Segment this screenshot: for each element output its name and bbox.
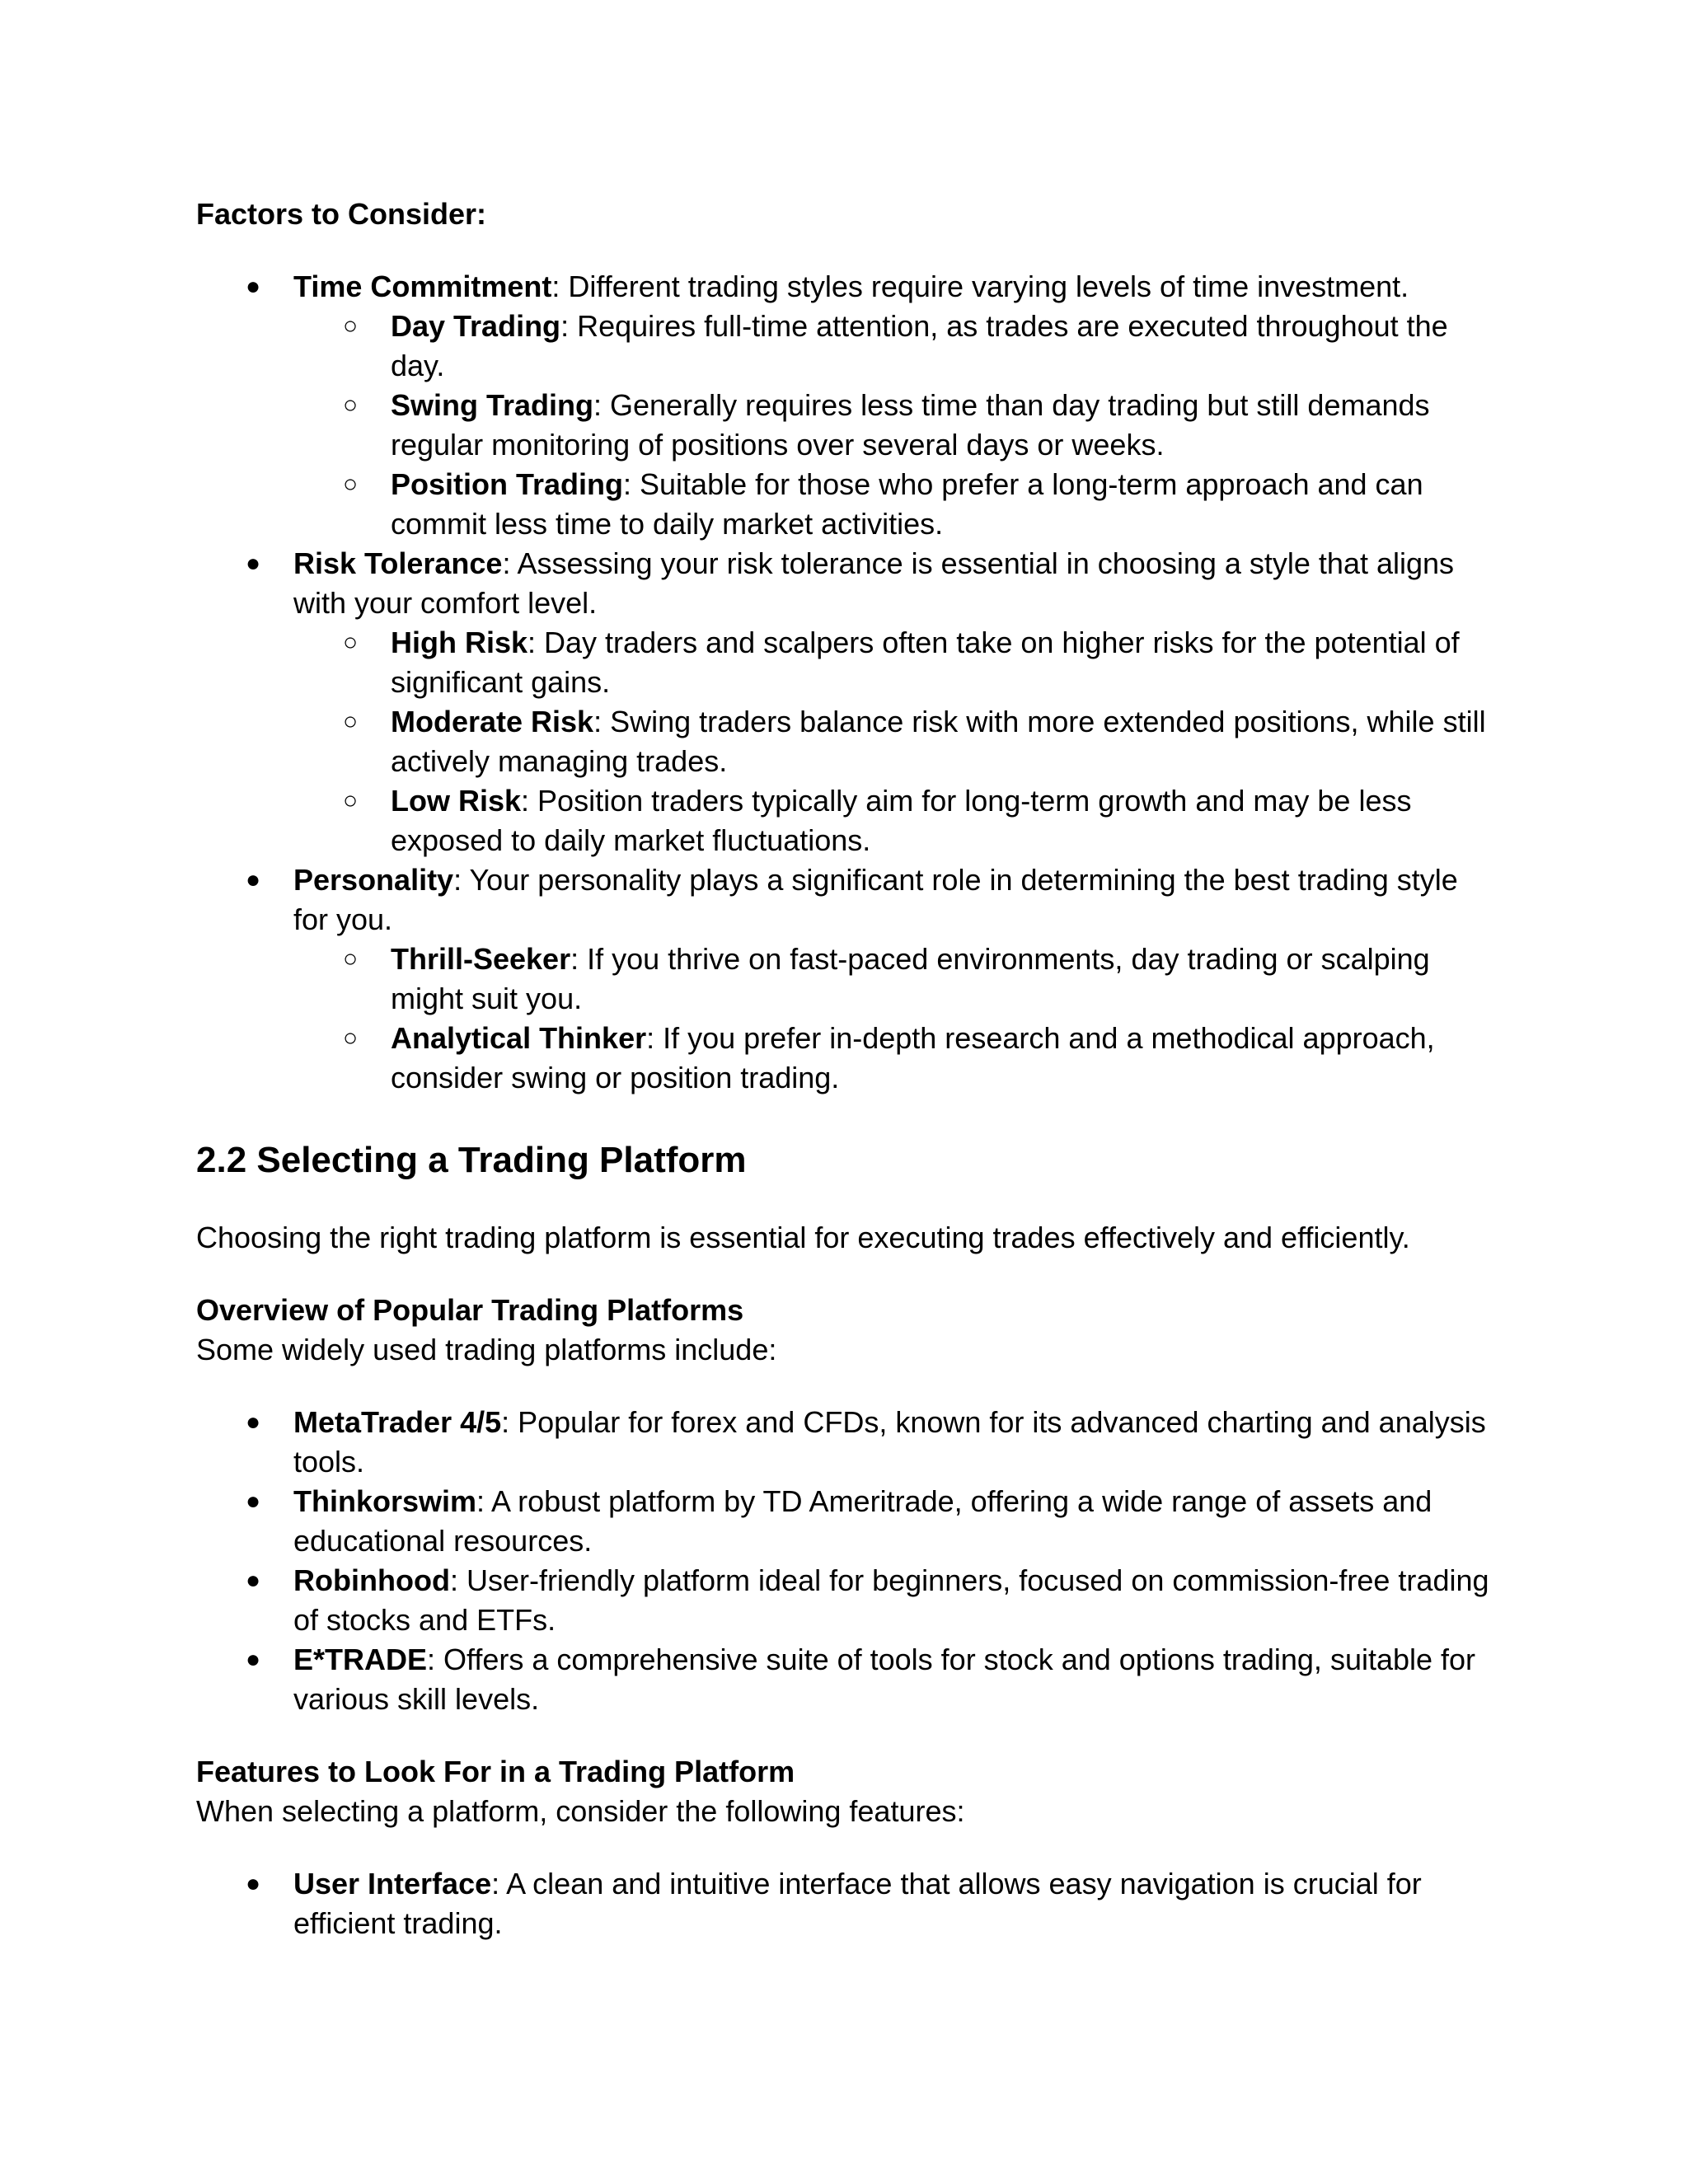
- overview-heading: Overview of Popular Trading Platforms: [196, 1293, 744, 1327]
- item-term: Moderate Risk: [391, 705, 594, 738]
- item-desc: : User-friendly platform ideal for beginners, focused on commission-free trading of stocks and ETFs.: [293, 1563, 1489, 1637]
- item-desc: : A clean and intuitive interface that allows easy navigation is crucial for efficient trading.: [293, 1867, 1422, 1940]
- item-term: Time Commitment: [293, 269, 552, 303]
- bullet-icon: ●: [246, 550, 261, 577]
- item-term: Day Trading: [391, 309, 561, 343]
- list-item-thinkorswim: [196, 1482, 1498, 1561]
- features-list: [196, 1864, 1498, 1943]
- list-item-moderate-risk: [293, 702, 1498, 781]
- item-desc: : Assessing your risk tolerance is essential in choosing a style that aligns with your comfort level.: [293, 546, 1455, 620]
- circle-bullet-icon: ○: [343, 391, 359, 419]
- list-item-low-risk: [293, 781, 1498, 860]
- personality-sublist: [293, 940, 1498, 1098]
- time-commitment-sublist: [293, 307, 1498, 544]
- bullet-icon: ●: [246, 1408, 261, 1436]
- risk-tolerance-sublist: [293, 623, 1498, 860]
- circle-bullet-icon: ○: [343, 629, 359, 656]
- list-item-analytical-thinker: [293, 1019, 1498, 1098]
- item-term: Low Risk: [391, 784, 522, 818]
- section-title: 2.2 Selecting a Trading Platform: [196, 1140, 747, 1180]
- item-term: Personality: [293, 863, 454, 897]
- item-desc: : Day traders and scalpers often take on higher risks for the potential of significant gains.: [391, 626, 1460, 699]
- list-item-time-commitment: [196, 267, 1498, 544]
- platforms-list: [196, 1403, 1498, 1719]
- factors-heading: Factors to Consider:: [196, 197, 487, 231]
- list-item-etrade: [196, 1640, 1498, 1719]
- overview-lead: Some widely used trading platforms include:: [196, 1333, 777, 1366]
- item-desc: : Popular for forex and CFDs, known for its advanced charting and analysis tools.: [293, 1405, 1486, 1479]
- bullet-icon: ●: [246, 273, 261, 300]
- item-term: E*TRADE: [293, 1643, 428, 1676]
- item-term: Swing Trading: [391, 388, 594, 422]
- features-lead: When selecting a platform, consider the following features:: [196, 1794, 965, 1828]
- item-term: Robinhood: [293, 1563, 450, 1597]
- list-item-personality: [196, 860, 1498, 1098]
- factors-list: [196, 267, 1498, 1098]
- list-item-high-risk: [293, 623, 1498, 702]
- list-item-robinhood: [196, 1561, 1498, 1640]
- bullet-icon: ●: [246, 1646, 261, 1673]
- list-item-position-trading: [293, 465, 1498, 544]
- item-desc: : If you thrive on fast-paced environments, day trading or scalping might suit you.: [391, 942, 1430, 1015]
- item-desc: : Requires full-time attention, as trades are executed throughout the day.: [391, 309, 1448, 382]
- list-item-risk-tolerance: [196, 544, 1498, 860]
- features-heading: Features to Look For in a Trading Platform: [196, 1755, 795, 1788]
- item-desc: : Offers a comprehensive suite of tools for stock and options trading, suitable for various skill levels.: [293, 1643, 1476, 1716]
- bullet-icon: ●: [246, 866, 261, 893]
- item-term: User Interface: [293, 1867, 492, 1900]
- item-term: MetaTrader 4/5: [293, 1405, 502, 1439]
- circle-bullet-icon: ○: [343, 945, 359, 972]
- circle-bullet-icon: ○: [343, 787, 359, 814]
- item-term: High Risk: [391, 626, 528, 659]
- item-desc: : Generally requires less time than day trading but still demands regular monitoring of positions over several days or weeks.: [391, 388, 1430, 462]
- list-item-day-trading: [293, 307, 1498, 386]
- circle-bullet-icon: ○: [343, 1024, 359, 1052]
- item-desc: : Position traders typically aim for long-term growth and may be less exposed to daily market fluctuations.: [391, 784, 1412, 857]
- item-term: Position Trading: [391, 467, 624, 501]
- item-desc: : Swing traders balance risk with more extended positions, while still actively managing trades.: [391, 705, 1486, 778]
- bullet-icon: ●: [246, 1870, 261, 1897]
- list-item-swing-trading: [293, 386, 1498, 465]
- circle-bullet-icon: ○: [343, 312, 359, 340]
- list-item-thrill-seeker: [293, 940, 1498, 1019]
- list-item-metatrader: [196, 1403, 1498, 1482]
- item-term: Analytical Thinker: [391, 1021, 647, 1055]
- bullet-icon: ●: [246, 1567, 261, 1594]
- item-desc: : If you prefer in-depth research and a methodical approach, consider swing or position trading.: [391, 1021, 1435, 1094]
- item-term: Risk Tolerance: [293, 546, 503, 580]
- item-desc: : Different trading styles require varying levels of time investment.: [551, 269, 1409, 303]
- item-term: Thinkorswim: [293, 1484, 477, 1518]
- item-desc: : Your personality plays a significant role in determining the best trading style for you.: [293, 863, 1458, 936]
- section-intro: Choosing the right trading platform is essential for executing trades effectively and efficiently.: [196, 1221, 1410, 1254]
- circle-bullet-icon: ○: [343, 708, 359, 735]
- item-term: Thrill-Seeker: [391, 942, 571, 976]
- item-desc: : A robust platform by TD Ameritrade, offering a wide range of assets and educational resources.: [293, 1484, 1432, 1558]
- circle-bullet-icon: ○: [343, 471, 359, 498]
- bullet-icon: ●: [246, 1488, 261, 1515]
- list-item-user-interface: [196, 1864, 1498, 1943]
- item-desc: : Suitable for those who prefer a long-term approach and can commit less time to daily market activities.: [391, 467, 1423, 541]
